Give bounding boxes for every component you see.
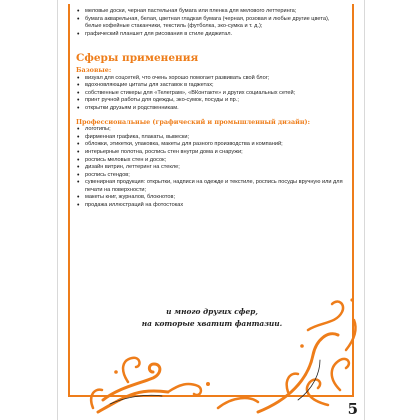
list-item: • продажа иллюстраций на фотостоках	[76, 202, 346, 210]
list-item: • графический планшет для рисования в стиле диджитал.	[76, 31, 346, 39]
list-item: • дизайн витрин, леттеринг на стекле;	[76, 164, 346, 172]
closing-line-1: и много других сфер,	[166, 307, 258, 316]
list-item: • роспись меловых стен и досок;	[76, 157, 346, 165]
list-item: • макеты книг, журналов, блокнотов;	[76, 194, 346, 202]
list-item: • роспись стендов;	[76, 172, 346, 180]
section-title: Сферы применения	[76, 52, 199, 65]
swirl-ornament	[58, 0, 365, 420]
list-item: • фирменная графика, плакаты, вывески;	[76, 134, 346, 142]
closing-line-2: на которые хватит фантазии.	[141, 319, 283, 328]
list-item: • логотипы;	[76, 126, 346, 134]
list-item: • обложки, этикетки, упаковка, макеты для разного производства и компаний;	[76, 141, 346, 149]
list-item: • собственные стикеры для «Телеграм», «ВКонтакте» и других социальных сетей;	[76, 90, 346, 98]
list-item: • меловые доски, черная пастельная бумага или пленка для мелового леттеринга;	[76, 8, 346, 16]
page-number: 5	[347, 400, 358, 418]
book-page	[57, 0, 365, 420]
list-item: • интерьерные полотна, роспись стен внутри дома и снаружи;	[76, 149, 346, 157]
pro-subtitle: Профессиональные (графический и промышленный дизайн):	[76, 117, 310, 126]
basic-subtitle: Базовые:	[76, 65, 112, 74]
list-item: • сувенирная продукция: открытки, надписи на одежде и текстиле, роспись посуды вручную или для печати на поверхности;	[76, 179, 346, 194]
list-item: • открытки друзьям и родственникам.	[76, 105, 346, 113]
list-item: • вдохновляющие цитаты для заставок в гаджетах;	[76, 82, 346, 90]
list-item: • визуал для соцсетей, что очень хорошо помогает развивать свой блог;	[76, 75, 346, 83]
list-item: • бумага акварельная, белая, цветная гладкая бумага (черная, розовая и любые другие цвета), белые кофейные стаканчики, текстиль (футболка, эко-сумка и т. д.);	[76, 16, 346, 31]
list-item: • принт ручной работы для одежды, эко-сумок, посуды и пр.;	[76, 97, 346, 105]
